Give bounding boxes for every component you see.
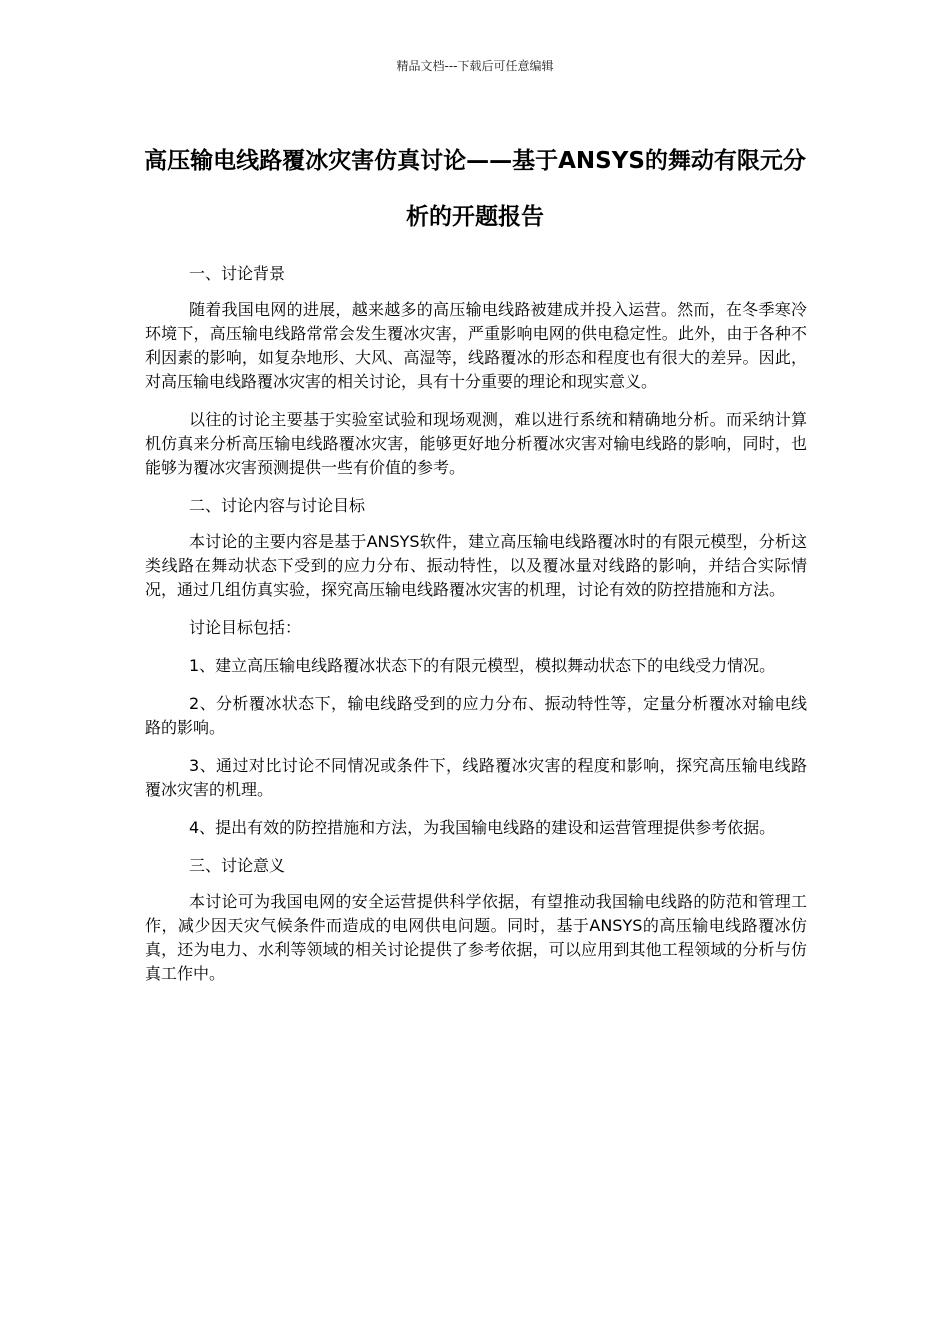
header-note: 精品文档---下载后可任意编辑 <box>396 59 554 73</box>
paragraph: 本讨论可为我国电网的安全运营提供科学依据，有望推动我国输电线路的防范和管理工作，减少因天灾气候条件而造成的电网供电问题。同时，基于ANSYS的高压输电线路覆冰仿真，还为电力、水利等领域的相关讨论提供了参考依据，可以应用到其他工程领域的分析与仿真工作中。 <box>145 892 807 983</box>
goal-item: 4、提出有效的防控措施和方法，为我国输电线路的建设和运营管理提供参考依据。 <box>189 818 776 837</box>
goal-item: 3、通过对比讨论不同情况或条件下，线路覆冰灾害的程度和影响，探究高压输电线路覆冰灾害的机理。 <box>145 756 807 799</box>
goal-item: 2、分析覆冰状态下，输电线路受到的应力分布、振动特性等，定量分析覆冰对输电线路的影响。 <box>145 694 807 737</box>
paragraph: 以往的讨论主要基于实验室试验和现场观测，难以进行系统和精确地分析。而采纳计算机仿真来分析高压输电线路覆冰灾害，能够更好地分析覆冰灾害对输电线路的影响，同时，也能够为覆冰灾害预测提供一些有价值的参考。 <box>145 410 807 477</box>
document-title: 高压输电线路覆冰灾害仿真讨论——基于ANSYS的舞动有限元分析的开题报告 <box>144 148 806 230</box>
paragraph: 随着我国电网的进展，越来越多的高压输电线路被建成并投入运营。然而，在冬季寒冷环境下，高压输电线路常常会发生覆冰灾害，严重影响电网的供电稳定性。此外，由于各种不利因素的影响，如复杂地形、大风、高湿等，线路覆冰的形态和程度也有很大的差异。因此，对高压输电线路覆冰灾害的相关讨论，具有十分重要的理论和现实意义。 <box>145 300 807 391</box>
section-heading-background: 一、讨论背景 <box>189 264 286 283</box>
section-heading-content-goals: 二、讨论内容与讨论目标 <box>189 496 366 515</box>
goals-intro: 讨论目标包括： <box>189 618 302 637</box>
paragraph: 本讨论的主要内容是基于ANSYS软件，建立高压输电线路覆冰时的有限元模型，分析这类线路在舞动状态下受到的应力分布、振动特性，以及覆冰量对线路的影响，并结合实际情况，通过几组仿真实验，探究高压输电线路覆冰灾害的机理，讨论有效的防控措施和方法。 <box>145 532 807 599</box>
section-heading-significance: 三、讨论意义 <box>189 856 286 875</box>
goal-item: 1、建立高压输电线路覆冰状态下的有限元模型，模拟舞动状态下的电线受力情况。 <box>189 656 776 675</box>
document-body <box>145 262 807 1000</box>
